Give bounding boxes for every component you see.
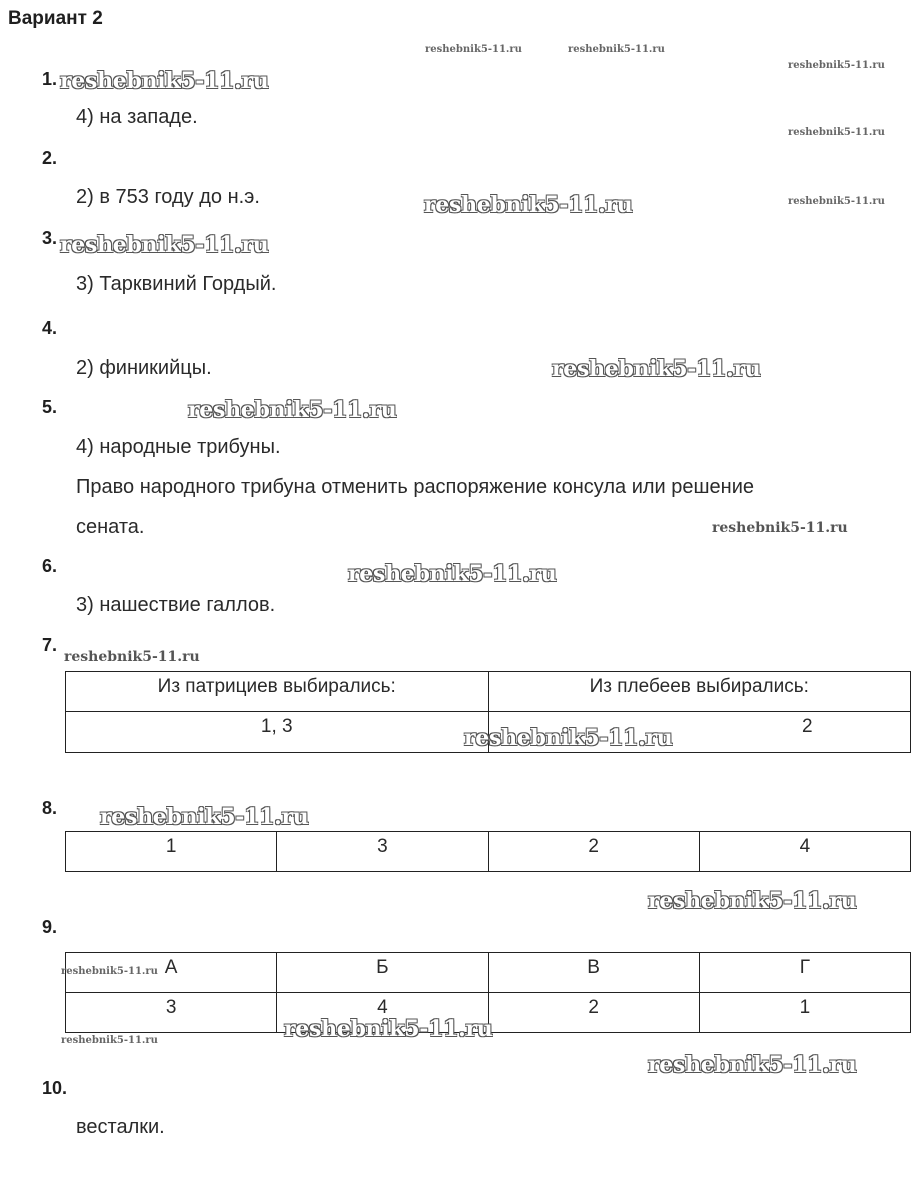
watermark: reshebnik5-11.ru xyxy=(788,60,885,71)
table-9-header-cell: Б xyxy=(277,953,488,993)
question-number-4: 4. xyxy=(42,318,58,338)
watermark: reshebnik5-11.ru xyxy=(788,196,885,207)
watermark: reshebnik5-11.ru xyxy=(425,44,522,55)
table-8-cell: 4 xyxy=(699,832,910,872)
watermark: reshebnik5-11.ru xyxy=(552,356,761,382)
table-7-value-cell: 2 xyxy=(488,712,911,753)
watermark: reshebnik5-11.ru xyxy=(568,44,665,55)
watermark: reshebnik5-11.ru xyxy=(648,1052,857,1078)
table-9-header-row xyxy=(66,953,911,993)
table-8-cell: 2 xyxy=(488,832,699,872)
page-title: Вариант 2 xyxy=(8,8,103,29)
watermark: reshebnik5-11.ru xyxy=(712,520,848,536)
table-9-value-cell: 4 xyxy=(277,993,488,1033)
watermark: reshebnik5-11.ru xyxy=(284,1016,493,1042)
table-7-header-cell: Из патрициев выбирались: xyxy=(66,672,489,712)
watermark: reshebnik5-11.ru xyxy=(424,192,633,218)
answer-5: 4) народные трибуны. xyxy=(76,436,281,458)
table-9-header-cell: А xyxy=(66,953,277,993)
question-number-5: 5. xyxy=(42,397,58,417)
watermark: reshebnik5-11.ru xyxy=(100,804,309,830)
table-8-cell: 1 xyxy=(66,832,277,872)
table-9-value-cell: 1 xyxy=(699,993,910,1033)
question-number-10: 10. xyxy=(42,1078,68,1098)
explanation-5-line-2: сената. xyxy=(76,516,145,538)
table-9-value-cell: 2 xyxy=(488,993,699,1033)
answer-1: 4) на западе. xyxy=(76,106,198,128)
question-number-6: 6. xyxy=(42,556,58,576)
table-8 xyxy=(65,831,911,872)
table-8-cell: 3 xyxy=(277,832,488,872)
watermark: reshebnik5-11.ru xyxy=(648,888,857,914)
watermark: reshebnik5-11.ru xyxy=(61,1035,158,1046)
watermark: reshebnik5-11.ru xyxy=(348,561,557,587)
table-9-header-cell: В xyxy=(488,953,699,993)
question-number-9: 9. xyxy=(42,917,58,937)
watermark: reshebnik5-11.ru xyxy=(61,966,158,977)
table-9-value-cell: 3 xyxy=(66,993,277,1033)
question-number-8: 8. xyxy=(42,798,58,818)
watermark: reshebnik5-11.ru xyxy=(788,127,885,138)
watermark: reshebnik5-11.ru xyxy=(188,397,397,423)
watermark: reshebnik5-11.ru xyxy=(464,725,673,751)
answer-10: весталки. xyxy=(76,1116,165,1138)
watermark: reshebnik5-11.ru xyxy=(60,68,269,94)
answer-4: 2) финикийцы. xyxy=(76,357,212,379)
watermark: reshebnik5-11.ru xyxy=(60,232,269,258)
table-7-header-row xyxy=(66,672,911,712)
answer-2: 2) в 753 году до н.э. xyxy=(76,186,260,208)
explanation-5-line-1: Право народного трибуна отменить распоряжение консула или решение xyxy=(76,476,755,498)
question-number-1: 1. xyxy=(42,69,58,89)
watermark: reshebnik5-11.ru xyxy=(64,649,200,665)
question-number-2: 2. xyxy=(42,148,58,168)
table-9-header-cell: Г xyxy=(699,953,910,993)
question-number-3: 3. xyxy=(42,228,58,248)
table-7-header-cell: Из плебеев выбирались: xyxy=(488,672,911,712)
table-7-value-cell: 1, 3 xyxy=(66,712,489,753)
question-number-7: 7. xyxy=(42,635,58,655)
table-8-row xyxy=(66,832,911,872)
answer-3: 3) Тарквиний Гордый. xyxy=(76,273,277,295)
answer-6: 3) нашествие галлов. xyxy=(76,594,276,616)
